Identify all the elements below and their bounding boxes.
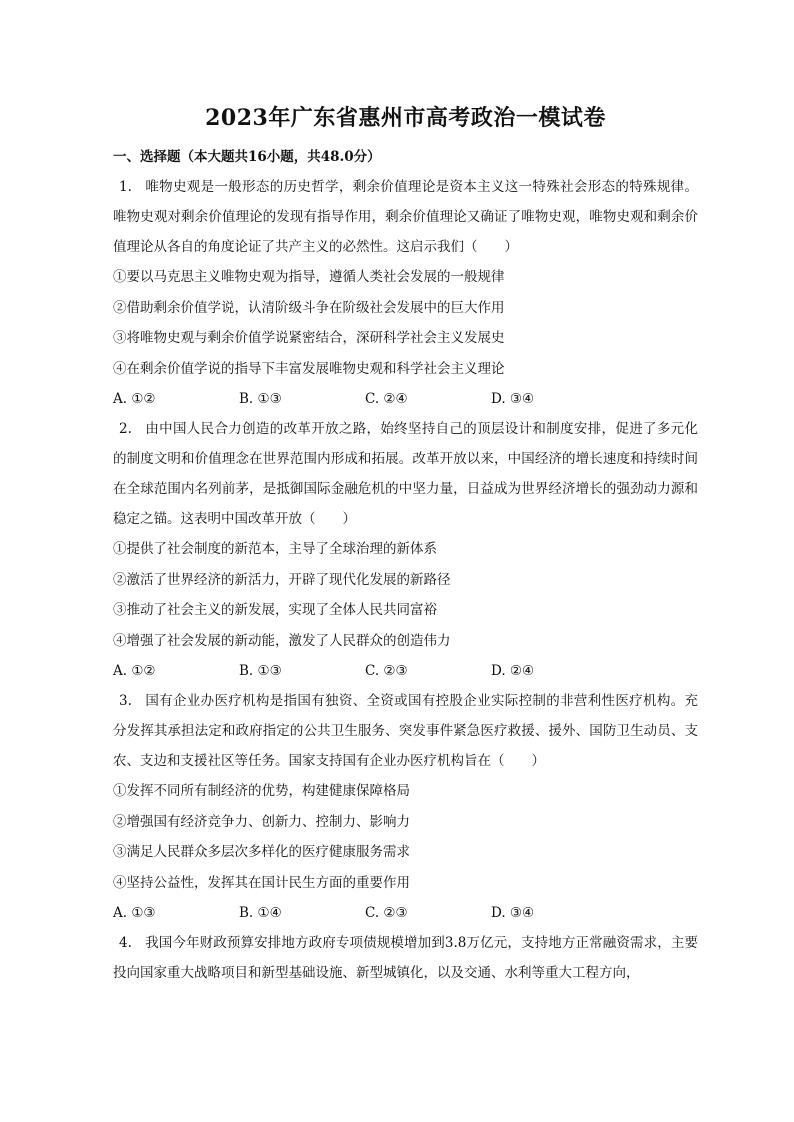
statement-option: ④增强了社会发展的新动能，激发了人民群众的创造伟力 <box>113 632 451 649</box>
page-title: 2023年广东省惠州市高考政治一模试卷 <box>205 105 606 131</box>
question-number: 4. <box>119 935 132 951</box>
statement-option: ①发挥不同所有制经济的优势，构建健康保障格局 <box>113 783 410 799</box>
statement-option: ④坚持公益性，发挥其在国计民生方面的重要作用 <box>113 874 410 891</box>
statement-option: ②激活了世界经济的新活力，开辟了现代化发展的新路径 <box>113 571 451 588</box>
choice-c: C. ②④ <box>365 391 408 407</box>
statement-option: ④在剩余价值学说的指导下丰富发展唯物史观和科学社会主义理论 <box>113 360 505 377</box>
answer-choices <box>113 384 698 414</box>
question-stem <box>113 414 698 534</box>
answer-choices <box>113 898 698 928</box>
question-text: 唯物史观是一般形态的历史哲学，剩余价值理论是资本主义这一特殊社会形态的特殊规律。唯物史观对剩余价值理论的发现有指导作用，剩余价值理论又确证了唯物史观，唯物史观和剩余价值理论从各自的角度论证了共产主义的必然性。这启示我们（ ） <box>113 179 698 255</box>
section-heading: 一、选择题（本大题共16小题，共48.0分） <box>113 149 381 165</box>
question-text: 我国今年财政预算安排地方政府专项债规模增加到3.8万亿元，支持地方正常融资需求，主要投向国家重大战略项目和新型基础设施、新型城镇化，以及交通、水利等重大工程方向， <box>113 935 698 981</box>
statement-option: ①要以马克思主义唯物史观为指导，遵循人类社会发展的一般规律 <box>113 269 505 285</box>
question-number: 2. <box>119 421 132 437</box>
question-1 <box>113 172 698 414</box>
question-text: 由中国人民合力创造的改革开放之路，始终坚持自己的顶层设计和制度安排，促进了多元化的制度文明和价值理念在世界范围内形成和拓展。改革开放以来，中国经济的增长速度和持续时间在全球范围内名列前茅，是抵御国际金融危机的中坚力量，日益成为世界经济增长的强劲动力源和稳定之锚。这表明中国改革开放（ ） <box>113 421 698 527</box>
choice-a: A. ①② <box>113 663 156 679</box>
choice-a: A. ①② <box>113 391 156 407</box>
question-2 <box>113 414 698 686</box>
choice-b: B. ①③ <box>239 663 282 679</box>
choice-c: C. ②③ <box>365 905 408 921</box>
question-text: 国有企业办医疗机构是指国有独资、全资或国有控股企业实际控制的非营利性医疗机构。充分发挥其承担法定和政府指定的公共卫生服务、突发事件紧急医疗救援、援外、国防卫生动员、支农、支边和支援社区等任务。国家支持国有企业办医疗机构旨在（ ） <box>113 693 698 769</box>
choice-d: D. ③④ <box>491 905 535 921</box>
statement-option: ②借助剩余价值学说，认清阶级斗争在阶级社会发展中的巨大作用 <box>113 299 505 316</box>
question-number: 3. <box>119 693 132 709</box>
statement-option: ①提供了社会制度的新范本，主导了全球治理的新体系 <box>113 541 437 557</box>
answer-choices <box>113 656 698 686</box>
question-3 <box>113 686 698 928</box>
statement-option: ②增强国有经济竞争力、创新力、控制力、影响力 <box>113 813 410 830</box>
choice-d: D. ②④ <box>491 663 535 679</box>
choice-b: B. ①④ <box>239 905 282 921</box>
statement-option: ③满足人民群众多层次多样化的医疗健康服务需求 <box>113 844 410 860</box>
question-4 <box>113 928 698 988</box>
choice-a: A. ①③ <box>113 905 156 921</box>
question-number: 1. <box>119 179 132 195</box>
question-stem <box>113 928 698 988</box>
choice-d: D. ③④ <box>491 391 535 407</box>
question-stem <box>113 686 698 776</box>
choice-b: B. ①③ <box>239 391 282 407</box>
question-stem <box>113 172 698 262</box>
statement-option: ③将唯物史观与剩余价值学说紧密结合，深研科学社会主义发展史 <box>113 330 505 346</box>
choice-c: C. ②③ <box>365 663 408 679</box>
statement-option: ③推动了社会主义的新发展，实现了全体人民共同富裕 <box>113 602 437 618</box>
